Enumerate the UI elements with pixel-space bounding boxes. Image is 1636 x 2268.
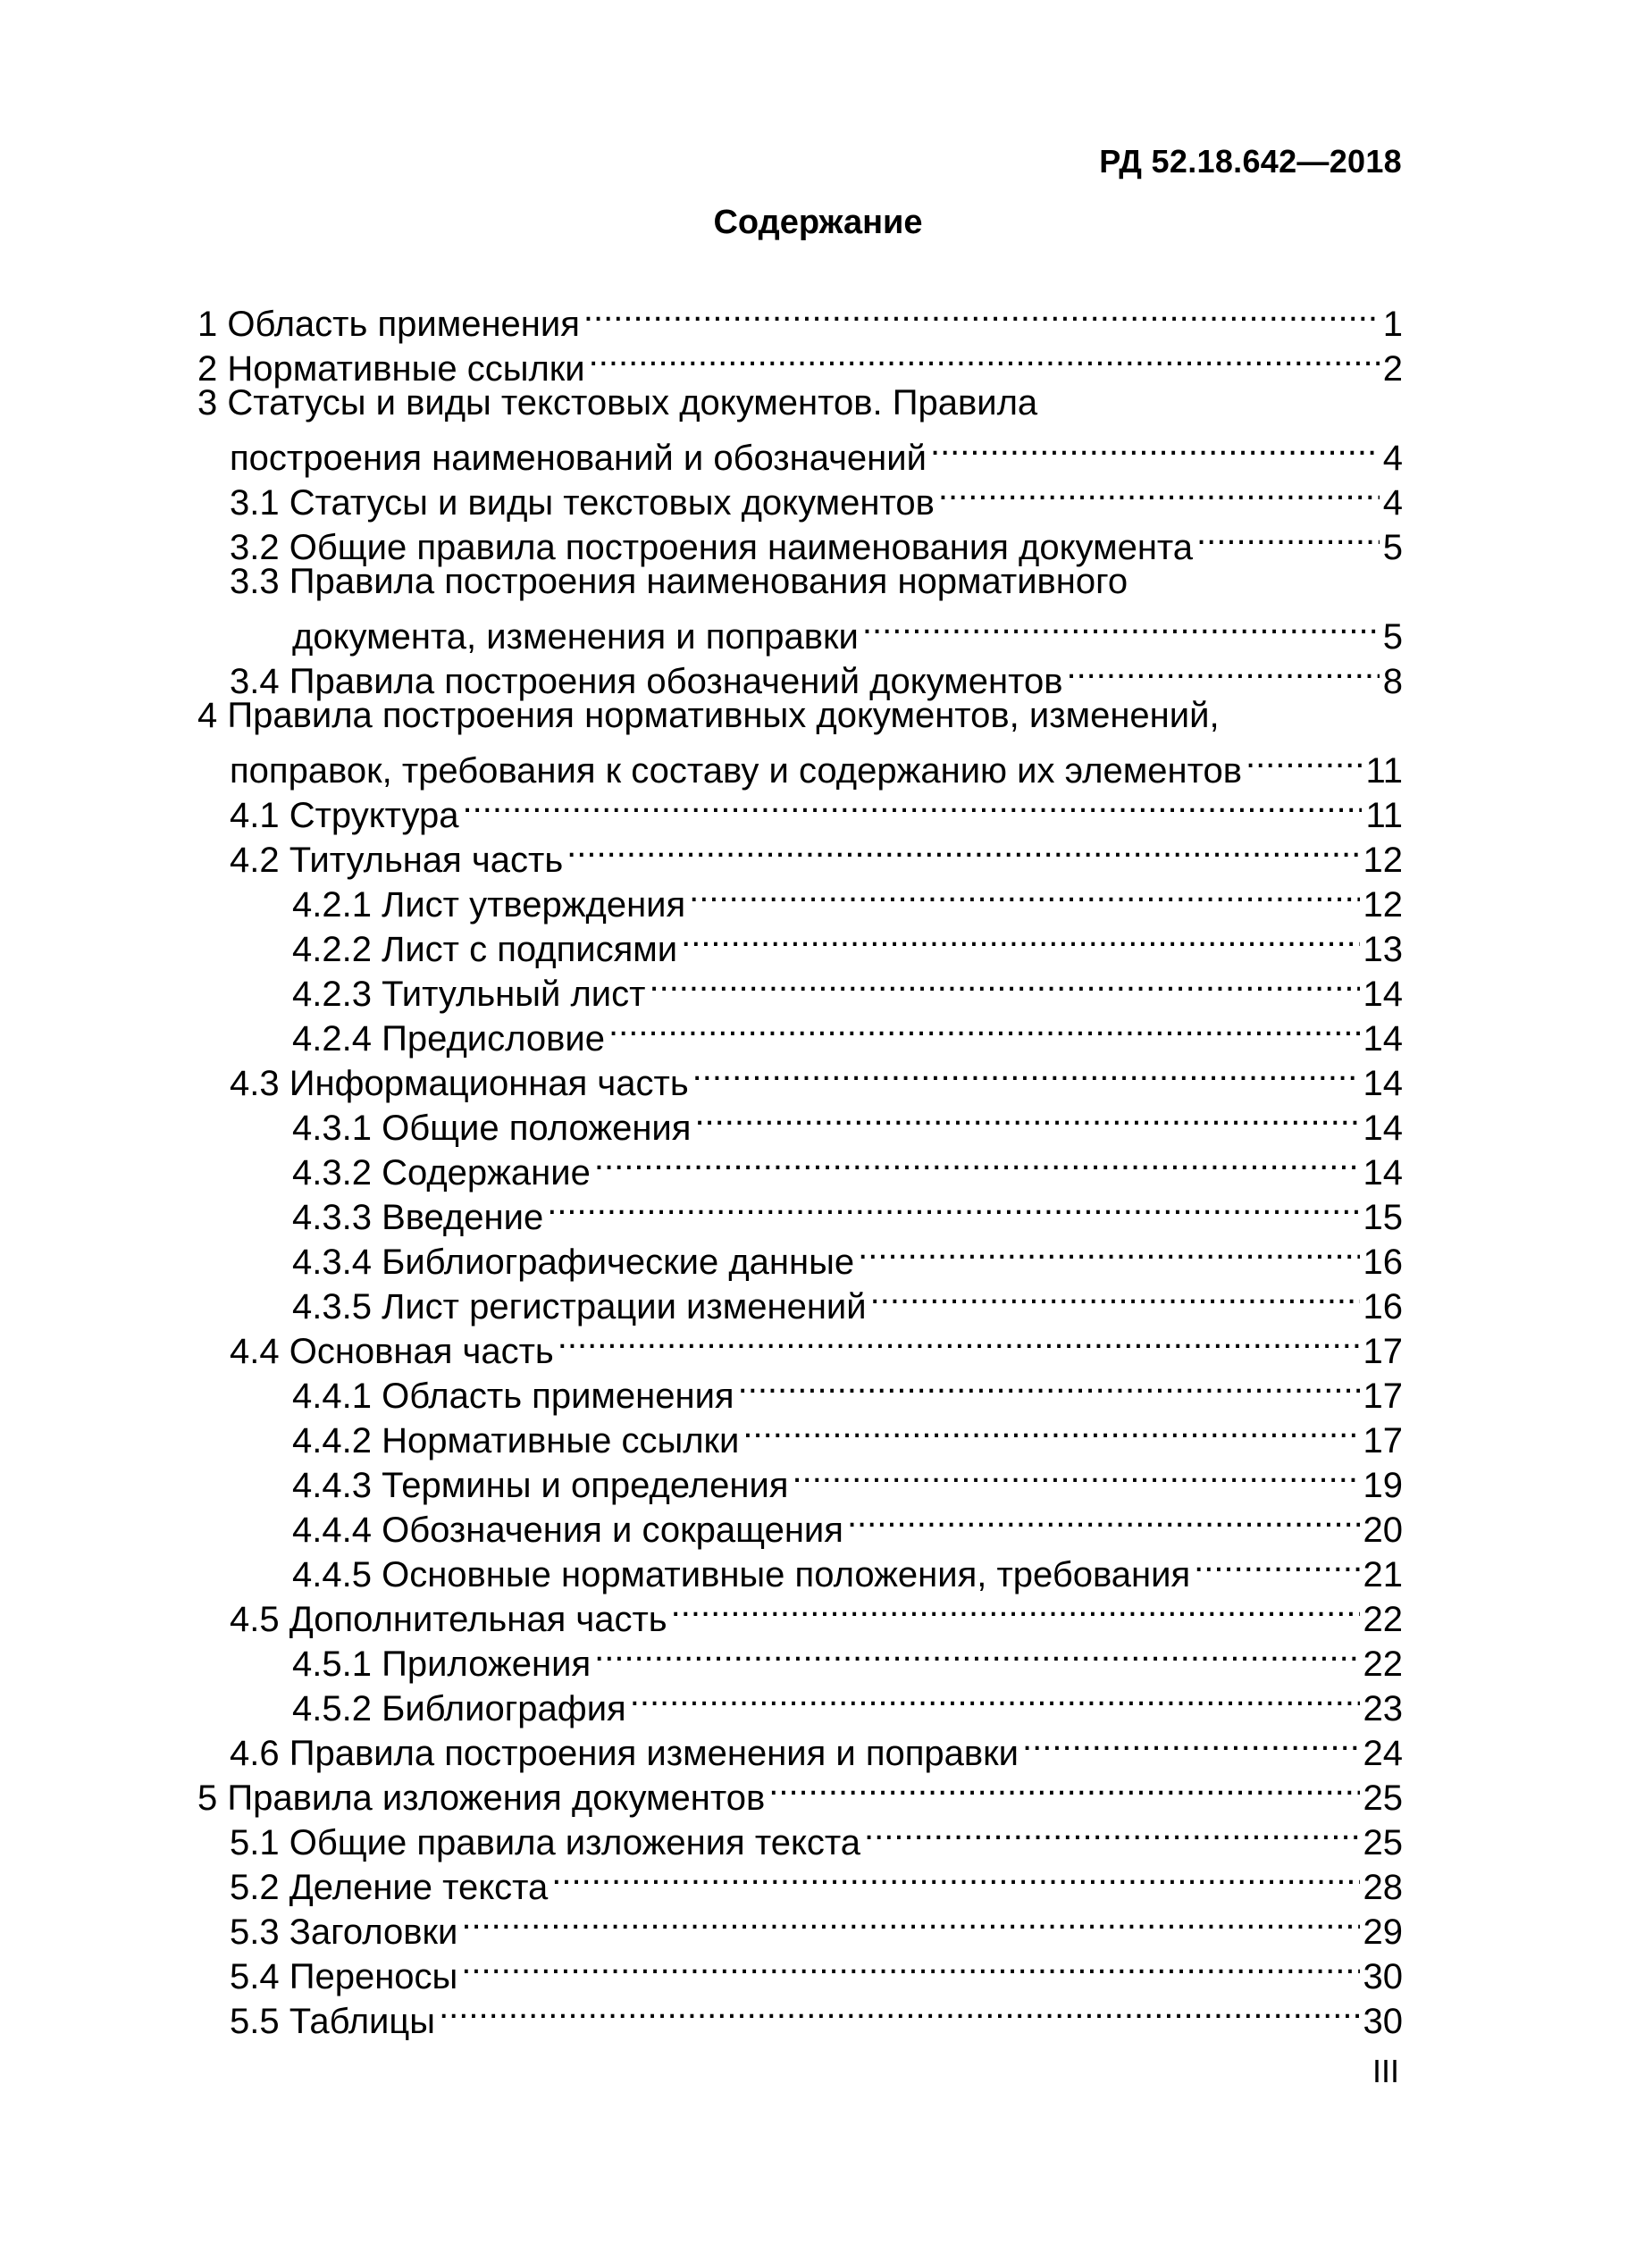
toc-entry-page: 25 <box>1363 1778 1403 1818</box>
toc-entry-page: 5 <box>1382 528 1403 567</box>
toc-entry-label: 5.4 Переносы <box>230 1957 458 1996</box>
toc-entry-label: 4.4.2 Нормативные ссылки <box>292 1421 740 1460</box>
toc-entry[interactable] <box>197 381 1403 425</box>
toc-entry-label: 3.2 Общие правила построения наименования документа <box>230 528 1194 567</box>
toc-entry-label: 4.4.3 Термины и определения <box>292 1466 789 1505</box>
toc-entry-label: 3.1 Статусы и виды текстовых документов <box>230 483 935 523</box>
toc-entry-label: поправок, требования к составу и содержанию их элементов <box>230 751 1242 791</box>
toc-entry-page: 8 <box>1382 662 1403 701</box>
toc-entry-label: 4.5 Дополнительная часть <box>230 1600 667 1639</box>
toc-leader-dots <box>594 1140 1360 1184</box>
toc-leader-dots <box>1196 515 1380 559</box>
toc-leader-dots <box>461 1899 1359 1944</box>
toc-entry-page: 13 <box>1363 930 1403 969</box>
toc-entry-page: 30 <box>1363 1957 1403 1996</box>
toc-entry-label: 4.3 Информационная часть <box>230 1064 689 1103</box>
toc-entry-label: 4.4.4 Обозначения и сокращения <box>292 1511 843 1550</box>
toc-entry-label: 5.1 Общие правила изложения текста <box>230 1823 861 1862</box>
toc-leader-dots <box>847 1497 1360 1542</box>
toc-leader-dots <box>461 1944 1359 1988</box>
toc-leader-dots <box>649 961 1359 1006</box>
toc-entry-label: 3.4 Правила построения обозначений документов <box>230 662 1063 701</box>
toc-leader-dots <box>630 1676 1360 1720</box>
toc-entry-continuation[interactable] <box>197 604 1403 657</box>
toc-entry-label: 5.3 Заголовки <box>230 1912 458 1952</box>
toc-entry-label: 4 Правила построения нормативных документов, изменений, <box>197 696 1220 735</box>
toc-leader-dots <box>1194 1542 1359 1586</box>
toc-entry-label: 4.4.5 Основные нормативные положения, требования <box>292 1555 1191 1594</box>
page-number: III <box>1372 2053 1399 2089</box>
toc-entry-page: 28 <box>1363 1868 1403 1907</box>
toc-leader-dots <box>792 1452 1359 1497</box>
toc-entry-page: 14 <box>1363 1019 1403 1059</box>
toc-leader-dots <box>694 1095 1359 1140</box>
toc-entry-page: 1 <box>1382 305 1403 344</box>
toc-leader-dots <box>439 1988 1359 2033</box>
toc-leader-dots <box>681 916 1359 961</box>
toc-entry-label: 4.2.4 Предисловие <box>292 1019 605 1059</box>
toc-entry-page: 15 <box>1363 1198 1403 1237</box>
toc-entry-page: 22 <box>1363 1645 1403 1684</box>
toc-entry-label: 4.3.3 Введение <box>292 1198 544 1237</box>
toc-entry-page: 14 <box>1363 1109 1403 1148</box>
toc-leader-dots <box>864 1810 1359 1854</box>
toc-leader-dots <box>858 1229 1359 1274</box>
toc-leader-dots <box>671 1586 1360 1631</box>
toc-entry-label: 4.2 Титульная часть <box>230 841 564 880</box>
toc-leader-dots <box>558 1318 1360 1363</box>
toc-entry-page: 4 <box>1382 439 1403 478</box>
toc-entry-label: 4.3.2 Содержание <box>292 1153 591 1193</box>
toc-leader-dots <box>608 1006 1360 1050</box>
toc-leader-dots <box>589 336 1380 381</box>
toc-leader-dots <box>1066 649 1379 693</box>
toc-entry-label: 2 Нормативные ссылки <box>197 349 585 389</box>
toc-entry-page: 17 <box>1363 1377 1403 1416</box>
toc-leader-dots <box>551 1854 1359 1899</box>
toc-entry-page: 25 <box>1363 1823 1403 1862</box>
toc-leader-dots <box>862 604 1380 649</box>
toc-entry-label: построения наименований и обозначений <box>230 439 927 478</box>
toc-leader-dots <box>689 872 1359 916</box>
page-title: Содержание <box>713 204 923 241</box>
toc-entry-label: 4.2.1 Лист утверждения <box>292 885 686 925</box>
toc-entry-page: 14 <box>1363 1064 1403 1103</box>
toc-entry-page: 19 <box>1363 1466 1403 1505</box>
toc-entry-page: 20 <box>1363 1511 1403 1550</box>
toc-entry-page: 16 <box>1363 1243 1403 1282</box>
toc-entry-label: 5 Правила изложения документов <box>197 1778 766 1818</box>
toc-entry[interactable] <box>197 693 1403 738</box>
toc-entry-page: 12 <box>1363 885 1403 925</box>
toc-entry-page: 17 <box>1363 1421 1403 1460</box>
toc-entry-continuation[interactable] <box>197 738 1403 791</box>
toc-leader-dots <box>583 291 1380 336</box>
toc-entry-page: 4 <box>1382 483 1403 523</box>
toc-entry-label: 1 Область применения <box>197 305 580 344</box>
toc-entry-label: 5.2 Деление текста <box>230 1868 549 1907</box>
toc-leader-dots <box>870 1274 1360 1318</box>
toc-entry-label: 3.3 Правила построения наименования нормативного <box>230 562 1128 601</box>
toc-entry-page: 5 <box>1382 617 1403 657</box>
toc-entry-page: 30 <box>1363 2002 1403 2041</box>
toc-entry-label: 4.4 Основная часть <box>230 1332 554 1371</box>
toc-entry-label: 4.4.1 Область применения <box>292 1377 734 1416</box>
toc-entry-page: 14 <box>1363 1153 1403 1193</box>
toc-entry-label: 4.1 Структура <box>230 796 459 835</box>
toc-leader-dots <box>566 827 1359 872</box>
toc-entry-page: 16 <box>1363 1287 1403 1326</box>
toc-entry-page: 22 <box>1363 1600 1403 1639</box>
toc-entry-label: документа, изменения и поправки <box>292 617 859 657</box>
toc-leader-dots <box>1246 738 1363 783</box>
toc-entry-label: 4.5.1 Приложения <box>292 1645 591 1684</box>
toc-entry-label: 4.5.2 Библиография <box>292 1689 626 1728</box>
toc-entry-label: 3 Статусы и виды текстовых документов. Правила <box>197 383 1038 423</box>
toc-entry-label: 4.2.2 Лист с подписями <box>292 930 678 969</box>
toc-leader-dots <box>938 470 1380 515</box>
toc-entry-page: 14 <box>1363 975 1403 1014</box>
toc-leader-dots <box>742 1408 1359 1452</box>
toc-entry[interactable] <box>197 559 1403 604</box>
document-code: РД 52.18.642—2018 <box>1099 143 1402 180</box>
table-of-contents <box>197 291 1403 2041</box>
toc-entry[interactable] <box>197 291 1403 344</box>
toc-leader-dots <box>930 425 1380 470</box>
toc-entry-page: 24 <box>1363 1734 1403 1773</box>
toc-leader-dots <box>594 1631 1359 1676</box>
toc-entry-page: 12 <box>1363 841 1403 880</box>
toc-entry-page: 17 <box>1363 1332 1403 1371</box>
toc-entry-label: 5.5 Таблицы <box>230 2002 436 2041</box>
toc-leader-dots <box>1022 1720 1359 1765</box>
toc-entry-label: 4.6 Правила построения изменения и поправки <box>230 1734 1019 1773</box>
toc-entry-page: 21 <box>1363 1555 1403 1594</box>
toc-entry-page: 29 <box>1363 1912 1403 1952</box>
toc-entry-continuation[interactable] <box>197 425 1403 478</box>
toc-entry-label: 4.3.5 Лист регистрации изменений <box>292 1287 867 1326</box>
toc-entry-page: 11 <box>1365 751 1403 791</box>
toc-leader-dots <box>547 1184 1359 1229</box>
toc-leader-dots <box>462 783 1362 827</box>
toc-entry-page: 11 <box>1365 796 1403 835</box>
toc-leader-dots <box>738 1363 1360 1408</box>
toc-entry-page: 23 <box>1363 1689 1403 1728</box>
toc-entry-label: 4.3.1 Общие положения <box>292 1109 692 1148</box>
toc-entry-label: 4.2.3 Титульный лист <box>292 975 646 1014</box>
toc-leader-dots <box>768 1765 1359 1810</box>
toc-leader-dots <box>692 1050 1360 1095</box>
toc-entry-page: 2 <box>1382 349 1403 389</box>
toc-entry-label: 4.3.4 Библиографические данные <box>292 1243 855 1282</box>
